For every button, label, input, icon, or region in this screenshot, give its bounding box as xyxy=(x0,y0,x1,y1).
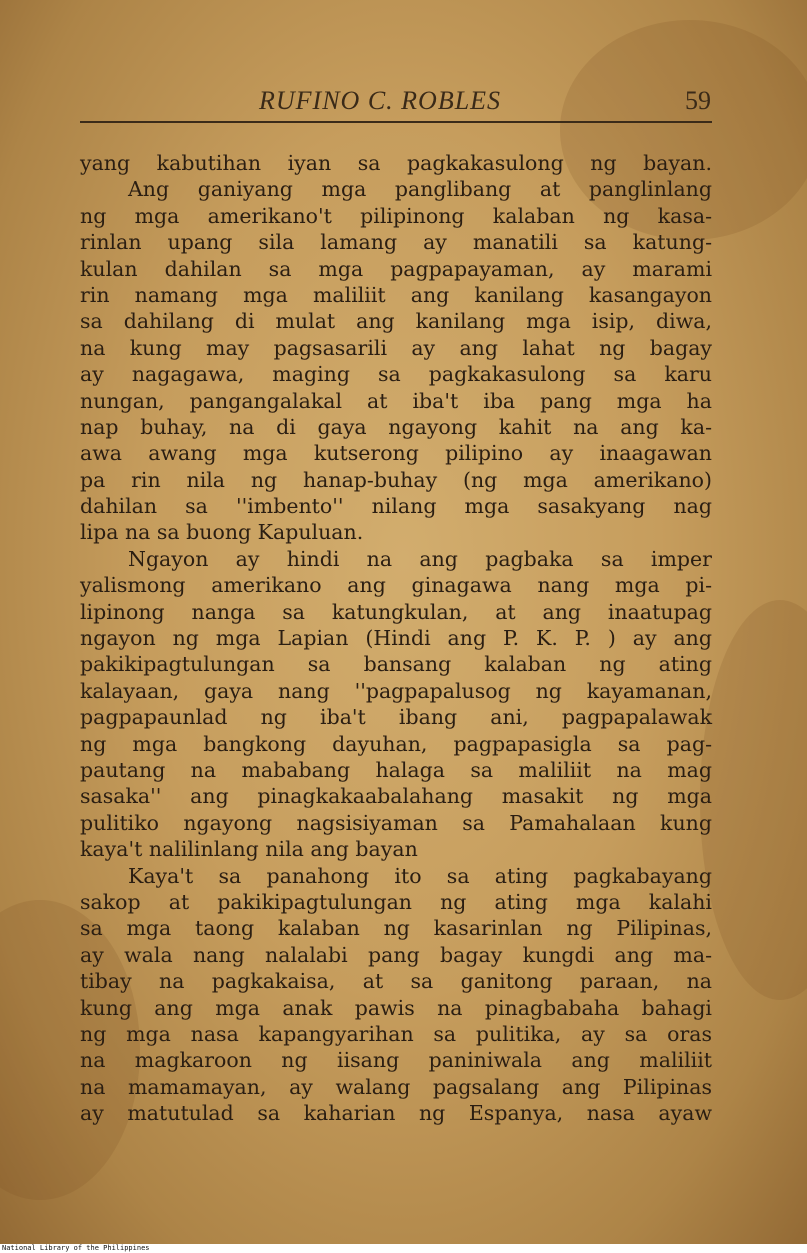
text-line: nap buhay, na di gaya ngayong kahit na ang ka- xyxy=(80,414,712,439)
body-text xyxy=(80,150,712,1126)
text-line: ng mga bangkong dayuhan, pagpapasigla sa pag- xyxy=(80,731,712,756)
text-line: rinlan upang sila lamang ay manatili sa katung- xyxy=(80,230,712,255)
text-line: Kaya't sa panahong ito sa ating pagkabayang xyxy=(128,863,712,888)
text-line: kaya't nalilinlang nila ang bayan xyxy=(80,837,418,862)
text-line: pagpapaunlad ng iba't ibang ani, pagpapalawak xyxy=(80,705,712,730)
header-rule xyxy=(80,121,712,123)
text-line: pulitiko ngayong nagsisiyaman sa Pamahalaan kung xyxy=(80,810,712,835)
text-line: sa mga taong kalaban ng kasarinlan ng Pilipinas, xyxy=(80,916,712,941)
text-line: na magkaroon ng iisang paniniwala ang maliliit xyxy=(80,1048,712,1073)
text-line: sasaka'' ang pinagkakaabalahang masakit ng mga xyxy=(80,784,712,809)
text-line: yang kabutihan iyan sa pagkakasulong ng bayan. xyxy=(80,151,712,175)
text-line: rin namang mga maliliit ang kanilang kasangayon xyxy=(80,282,712,307)
text-line: ay wala nang nalalabi pang bagay kungdi ang ma- xyxy=(80,942,712,967)
text-line: pautang na mababang halaga sa maliliit na mag xyxy=(80,757,712,782)
text-line: sakop at pakikipagtulungan ng ating mga kalahi xyxy=(80,889,712,914)
text-line: yalismong amerikano ang ginagawa nang mga pi- xyxy=(80,573,712,598)
text-line: Ngayon ay hindi na ang pagbaka sa imper xyxy=(128,546,712,571)
text-line: pakikipagtulungan sa bansang kalaban ng ating xyxy=(80,652,712,677)
page-header xyxy=(255,86,715,120)
text-line: tibay na pagkakaisa, at sa ganitong paraan, na xyxy=(80,969,712,994)
text-line: ay nagagawa, maging sa pagkakasulong sa karu xyxy=(80,362,712,387)
text-line: Ang ganiyang mga panglibang at panglinlang xyxy=(128,177,712,202)
text-line: kalayaan, gaya nang ''pagpapalusog ng kayamanan, xyxy=(80,678,712,703)
text-line: pa rin nila ng hanap-buhay (ng mga amerikano) xyxy=(80,467,712,492)
page-number: 59 xyxy=(685,86,711,115)
text-line: ng mga nasa kapangyarihan sa pulitika, ay sa oras xyxy=(80,1021,712,1046)
text-line: lipa na sa buong Kapuluan. xyxy=(80,520,364,545)
text-line: ngayon ng mga Lapian (Hindi ang P. K. P. ) ay ang xyxy=(80,626,712,651)
library-credit: National Library of the Philippines xyxy=(2,1244,150,1252)
text-line: na kung may pagsasarili ay ang lahat ng bagay xyxy=(80,335,712,360)
text-line: kulan dahilan sa mga pagpapayaman, ay marami xyxy=(80,256,712,281)
text-line: dahilan sa ''imbento'' nilang mga sasakyang nag xyxy=(80,494,712,519)
scan-footer xyxy=(0,1244,807,1253)
running-head: RUFINO C. ROBLES xyxy=(259,86,502,115)
text-line: nungan, pangangalakal at iba't iba pang mga ha xyxy=(80,388,712,413)
text-line: awa awang mga kutserong pilipino ay inaagawan xyxy=(80,441,712,466)
text-line: na mamamayan, ay walang pagsalang ang Pilipinas xyxy=(80,1074,712,1099)
text-line: sa dahilang di mulat ang kanilang mga isip, diwa, xyxy=(80,309,712,334)
text-line: kung ang mga anak pawis na pinagbabaha bahagi xyxy=(80,995,712,1020)
text-line: ay matutulad sa kaharian ng Espanya, nasa ayaw xyxy=(80,1101,712,1126)
paper-stain xyxy=(700,600,807,1000)
text-line: lipinong nanga sa katungkulan, at ang inaatupag xyxy=(80,599,712,624)
text-line: ng mga amerikano't pilipinong kalaban ng kasa- xyxy=(80,203,712,228)
